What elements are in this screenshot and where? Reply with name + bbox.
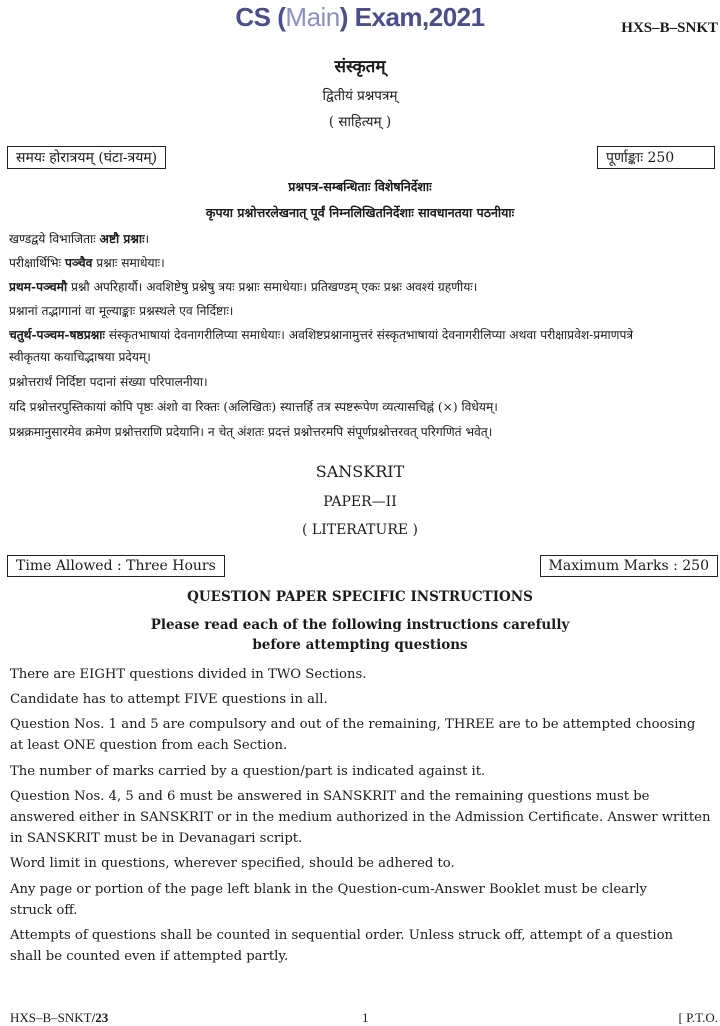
hindi-time-box: समयः होरात्रयम् (घंटा-त्रयम्): [7, 146, 166, 169]
footer-code: HXS–B–SNKT/23: [10, 1010, 109, 1025]
english-marks-box: Maximum Marks : 250: [540, 555, 718, 577]
hindi-title: संस्कृतम्: [334, 57, 386, 77]
hindi-line: प्रश्नक्रमानुसारमेव क्रमेण प्रश्नोत्तराणि प्रदेयानि। न चेत् अंशतः प्रदत्तं प्रश्नोत्तरमपि संपूर्णप्रश्नोत्तरवत् परिगणितं भवेत्।: [9, 425, 493, 439]
hindi-line: स्वीकृतया कयाचिद्भाषया प्रदेयम्।: [9, 350, 151, 364]
english-paper: PAPER—II: [323, 494, 397, 510]
english-line: struck off.: [10, 903, 78, 918]
hindi-line: प्रश्नानां तद्भागानां वा मूल्याङ्काः प्रश्नस्थले एव निर्दिष्टाः।: [9, 304, 234, 318]
english-line: shall be counted even if attempted partly.: [10, 949, 289, 964]
paper-code-top: HXS–B–SNKT: [621, 20, 718, 36]
english-instr-heading: QUESTION PAPER SPECIFIC INSTRUCTIONS: [187, 589, 533, 605]
hindi-paper: द्वितीयं प्रश्नपत्रम्: [322, 88, 398, 104]
exam-watermark: CS (Main) Exam,2021: [235, 2, 485, 32]
english-line: Question Nos. 1 and 5 are compulsory and out of the remaining, THREE are to be attempted choosing: [10, 717, 696, 732]
footer-pto: [ P.T.O.: [678, 1010, 718, 1025]
english-line: answered either in SANSKRIT or in the medium authorized in the Admission Certificate. Answer written: [10, 810, 711, 825]
english-line: Question Nos. 4, 5 and 6 must be answered in SANSKRIT and the remaining questions must be: [10, 789, 650, 804]
english-line: Attempts of questions shall be counted in sequential order. Unless struck off, attempt of a question: [10, 928, 674, 943]
english-line: There are EIGHT questions divided in TWO Sections.: [10, 667, 367, 682]
english-instr-sub2: before attempting questions: [252, 637, 468, 653]
english-line: Any page or portion of the page left blank in the Question-cum-Answer Booklet must be clearly: [10, 882, 647, 897]
english-instr-sub1: Please read each of the following instructions carefully: [150, 617, 570, 633]
english-line: Candidate has to attempt FIVE questions in all.: [10, 692, 328, 707]
footer-page-number: 1: [362, 1010, 369, 1025]
english-line: in SANSKRIT must be in Devanagari script.: [10, 831, 303, 846]
hindi-instr-heading: प्रश्नपत्र-सम्बन्धिताः विशेषनिर्देशाः: [288, 179, 432, 194]
hindi-line: परीक्षार्थिभिः पञ्चैव प्रश्नाः समाधेयाः।: [9, 256, 165, 270]
english-subject: ( LITERATURE ): [302, 522, 418, 538]
english-line: The number of marks carried by a question/part is indicated against it.: [10, 764, 486, 779]
hindi-line: प्रश्नोत्तरार्थं निर्दिष्टा पदानां संख्या परिपालनीया।: [9, 375, 208, 389]
english-line: Word limit in questions, wherever specified, should be adhered to.: [10, 856, 455, 871]
english-line: at least ONE question from each Section.: [10, 738, 288, 753]
hindi-line: खण्डद्वये विभाजिताः अष्टौ प्रश्नाः।: [9, 232, 150, 246]
hindi-line: यदि प्रश्नोत्तरपुस्तिकायां कोपि पृष्ठः अंशो वा रिक्तः (अलिखितः) स्यात्तर्हि तत्र स्पष्टरूपेण व्यत्यासचिह्नं (×) विधेयम्।: [9, 400, 498, 414]
hindi-instr-sub: कृपया प्रश्नोत्तरलेखनात् पूर्वं निम्नलिखितनिर्देशाः सावधानतया पठनीयाः: [205, 205, 515, 220]
english-time-box: Time Allowed : Three Hours: [7, 555, 225, 577]
english-title: SANSKRIT: [315, 462, 405, 481]
hindi-line: प्रथम-पञ्चमौ प्रश्नौ अपरिहार्यौ। अवशिष्टेषु प्रश्नेषु त्रयः प्रश्नाः समाधेयाः। प्रतिखण्डम् एकः प्रश्नः अवश्यं ग्रहणीयः।: [9, 280, 478, 294]
hindi-line: चतुर्थ-पञ्चम-षष्ठप्रश्नाः संस्कृतभाषायां देवनागरीलिप्या समाधेयाः। अवशिष्टप्रश्नानामुत्तरं संस्कृतभाषायां देवनागरीलिप्या अथवा परीक्षाप्रवेश-प्रमाणपत्रे: [9, 328, 634, 342]
hindi-marks-box: पूर्णाङ्काः 250: [597, 146, 715, 169]
hindi-subject: ( साहित्यम् ): [328, 114, 392, 130]
